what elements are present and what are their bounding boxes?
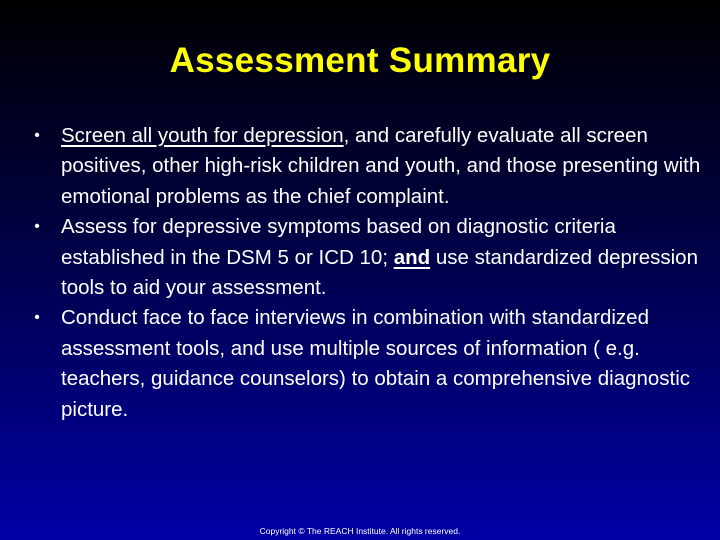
slide-title: Assessment Summary bbox=[169, 41, 551, 80]
bullet-emphasis: and bbox=[393, 245, 431, 269]
bullet-text: Assess for depressive symptoms based on diagnostic criteria established in the DSM 5 or ICD 10; bbox=[61, 215, 616, 269]
bullet-text: Conduct face to face interviews in combination with standardized assessment tools, and use multiple sources of information ( e.g. teachers, guidance counselors) to obtain a comprehensive diagnostic picture. bbox=[61, 306, 691, 421]
bullet-icon: • bbox=[34, 127, 40, 144]
bullet-item-assess-symptoms bbox=[30, 212, 702, 303]
bullet-item-screen-youth bbox=[30, 121, 702, 212]
bullet-icon: • bbox=[34, 309, 40, 327]
bullet-underlined-lead: Screen all youth for depression bbox=[61, 124, 344, 147]
copyright-footer: Copyright © The REACH Institute. All rights reserved. bbox=[259, 526, 461, 536]
bullet-item-conduct-interviews bbox=[30, 303, 702, 425]
bullet-text: , and carefully evaluate all screen positives, other high-risk children and youth, and those presenting with emotional problems as the chief complaint. bbox=[61, 124, 701, 208]
bullet-text-continued: use standardized depression tools to aid your assessment. bbox=[61, 245, 698, 300]
bullet-icon: • bbox=[34, 218, 40, 236]
bullet-list bbox=[30, 121, 702, 425]
